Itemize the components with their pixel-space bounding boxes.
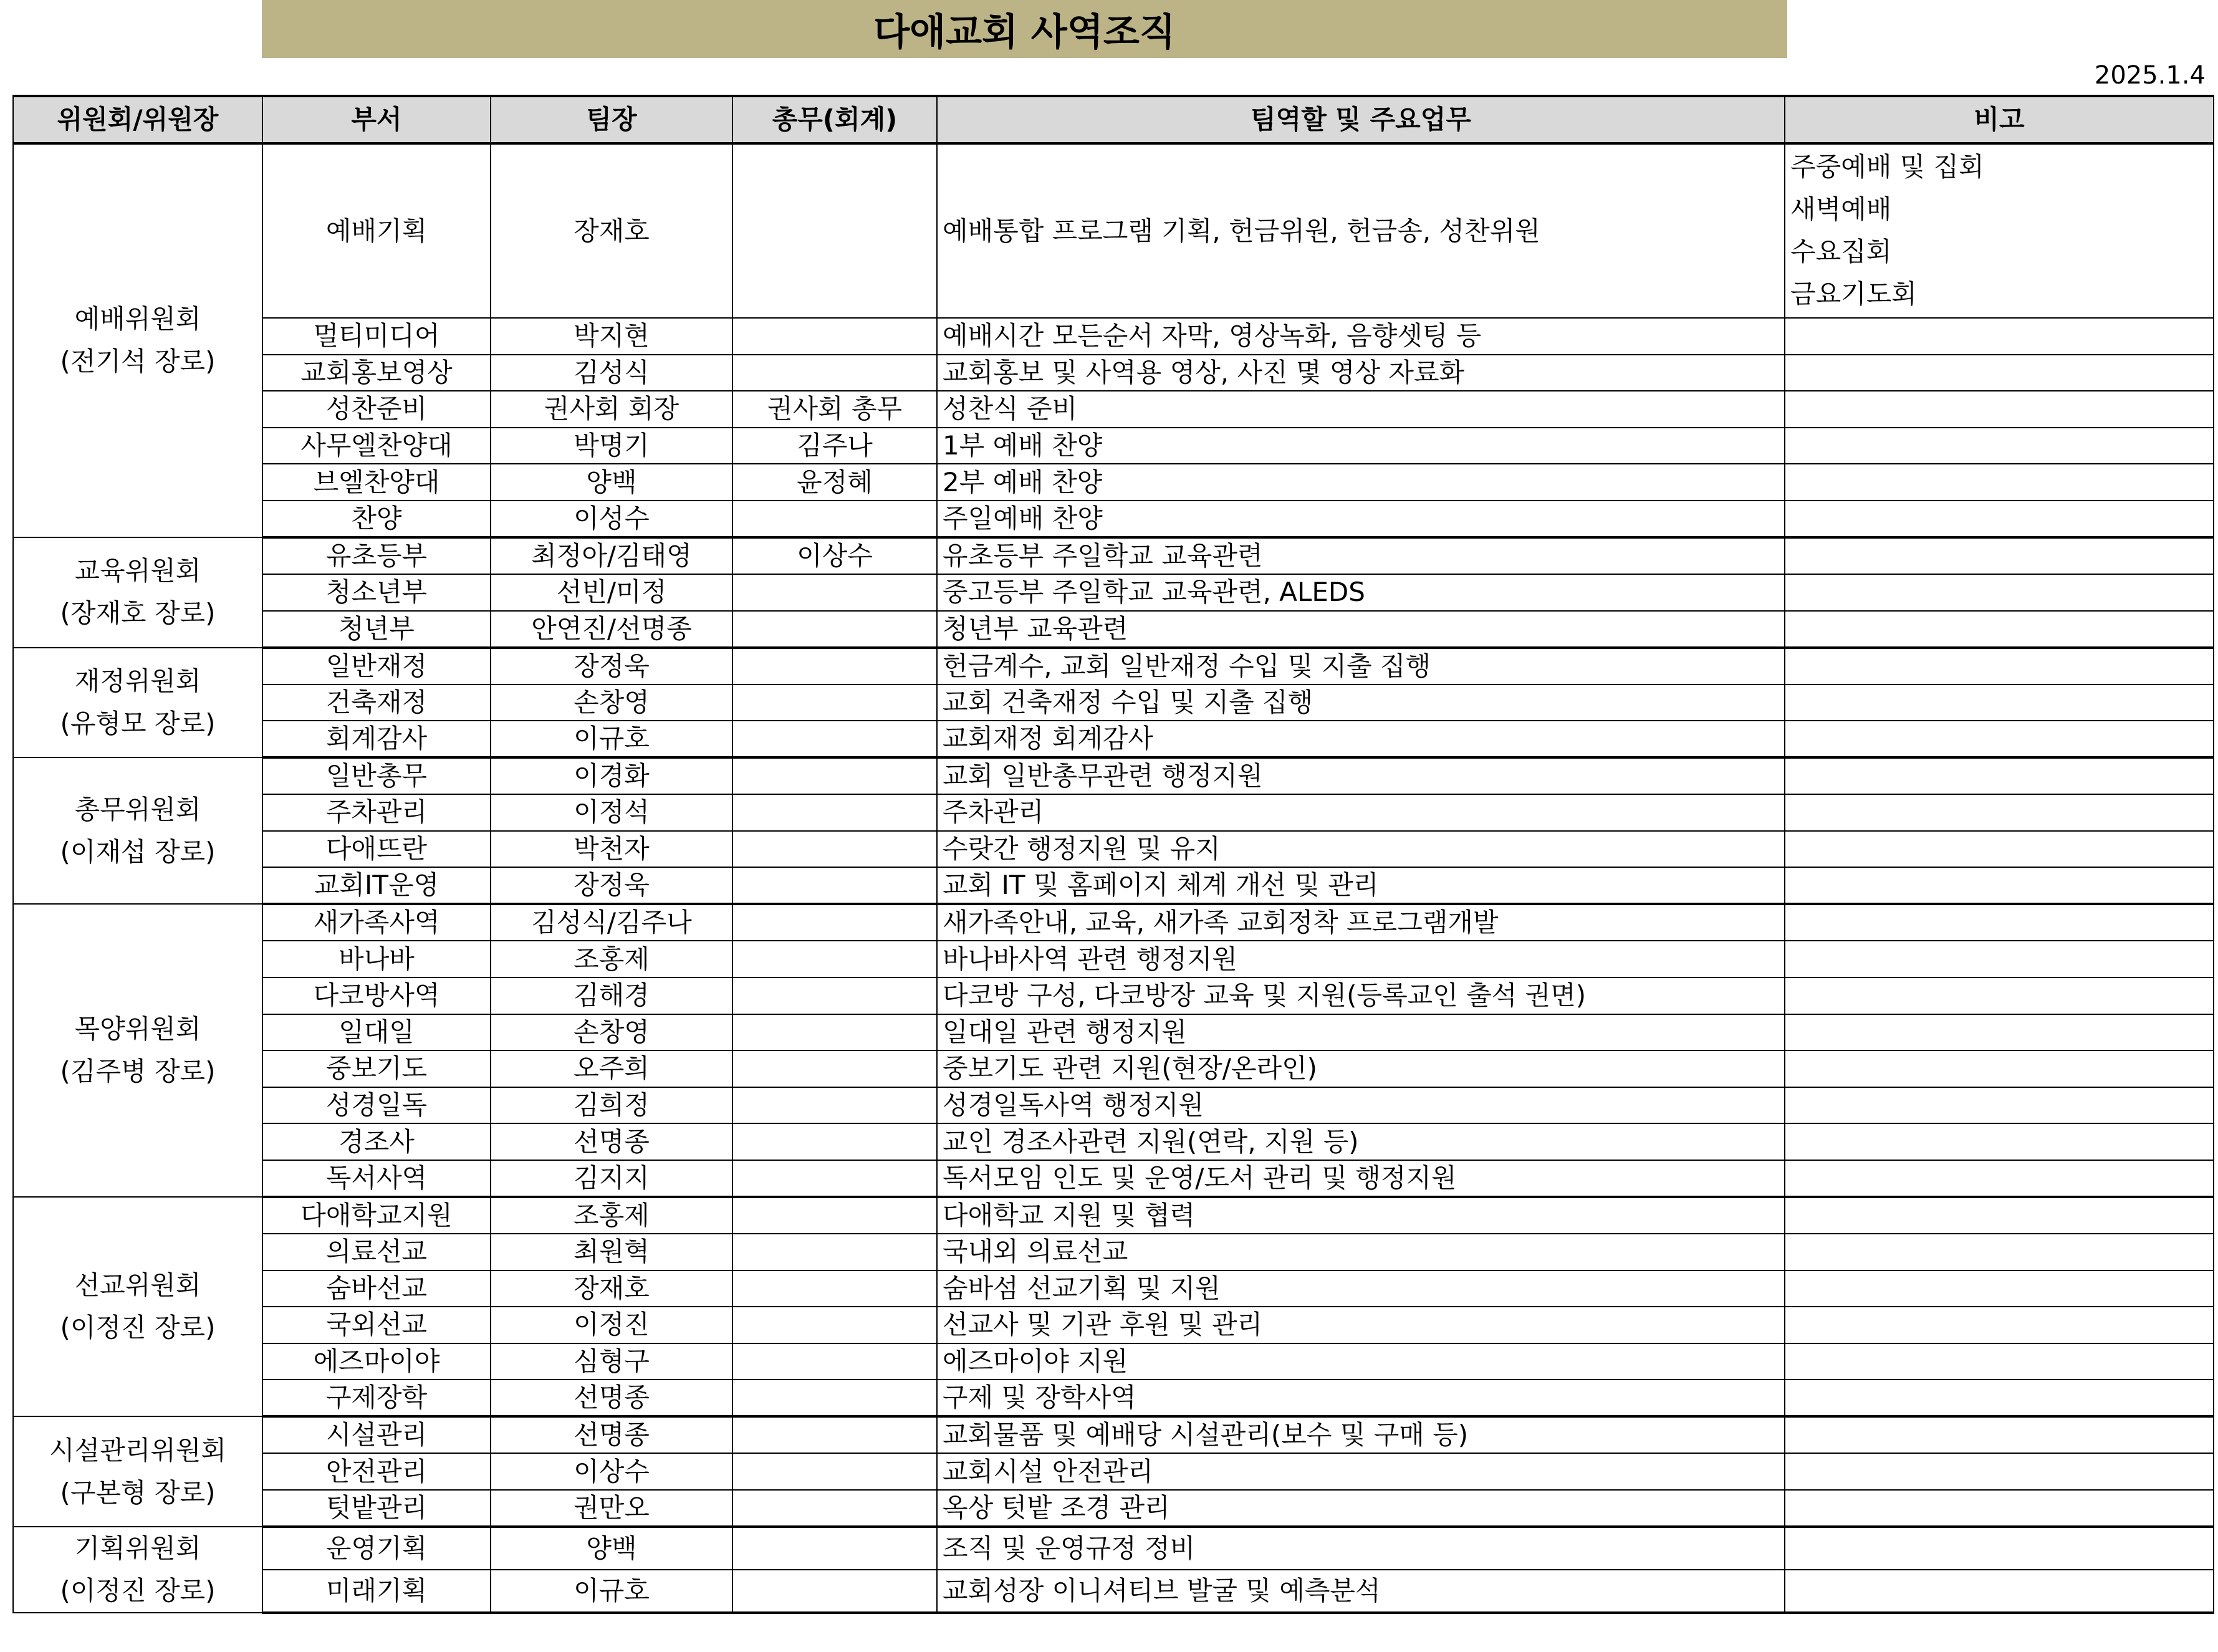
table-row xyxy=(13,537,2214,574)
secretary-cell xyxy=(732,1490,937,1527)
department-cell: 유초등부 xyxy=(262,537,491,574)
department-cell: 교회IT운영 xyxy=(262,867,491,904)
role-cell: 새가족안내, 교육, 새가족 교회정착 프로그램개발 xyxy=(937,904,1785,941)
table-row xyxy=(13,611,2214,648)
department-cell: 사무엘찬양대 xyxy=(262,428,491,464)
table-row xyxy=(13,1050,2214,1087)
role-cell: 교회 IT 및 홈페이지 체계 개선 및 관리 xyxy=(937,867,1785,904)
role-cell: 주차관리 xyxy=(937,794,1785,831)
department-cell: 경조사 xyxy=(262,1123,491,1160)
committee-cell xyxy=(13,1527,262,1613)
team-leader-cell: 손창영 xyxy=(491,1014,732,1051)
secretary-cell xyxy=(732,501,937,537)
team-leader-cell: 손창영 xyxy=(491,684,732,721)
secretary-cell xyxy=(732,1014,937,1051)
secretary-cell xyxy=(732,1380,937,1416)
committee-name: 재정위원회 xyxy=(74,665,201,696)
team-leader-cell: 김성식 xyxy=(491,355,732,391)
committee-cell xyxy=(13,1197,262,1416)
team-leader-cell: 이규호 xyxy=(491,721,732,757)
team-leader-cell: 이성수 xyxy=(491,501,732,537)
team-leader-cell: 장재호 xyxy=(491,143,732,318)
role-cell: 수랏간 행정지원 및 유지 xyxy=(937,831,1785,868)
department-cell: 바나바 xyxy=(262,941,491,977)
team-leader-cell: 권만오 xyxy=(491,1490,732,1527)
team-leader-cell: 오주희 xyxy=(491,1050,732,1087)
remarks-cell xyxy=(1785,1197,2214,1234)
committee-name: 총무위원회 xyxy=(74,794,201,825)
team-leader-cell: 이정진 xyxy=(491,1307,732,1343)
committee-chair: (이정진 장로) xyxy=(60,1312,216,1343)
remarks-cell xyxy=(1785,794,2214,831)
secretary-cell xyxy=(732,1527,937,1570)
role-cell: 일대일 관련 행정지원 xyxy=(937,1014,1785,1051)
table-row xyxy=(13,1527,2214,1570)
committee-chair: (유형모 장로) xyxy=(60,708,216,739)
table-row xyxy=(13,501,2214,537)
role-cell: 선교사 및 기관 후원 및 관리 xyxy=(937,1307,1785,1343)
table-row xyxy=(13,355,2214,391)
role-cell: 예배시간 모든순서 자막, 영상녹화, 음향셋팅 등 xyxy=(937,318,1785,355)
team-leader-cell: 박천자 xyxy=(491,831,732,868)
committee-name: 기획위원회 xyxy=(74,1532,201,1563)
table-body xyxy=(13,143,2214,1613)
secretary-cell xyxy=(732,794,937,831)
committee-chair: (장재호 장로) xyxy=(60,598,216,629)
role-cell: 중고등부 주일학교 교육관련, ALEDS xyxy=(937,574,1785,611)
table-header-row xyxy=(13,96,2214,143)
department-cell: 일대일 xyxy=(262,1014,491,1051)
remarks-cell xyxy=(1785,1527,2214,1570)
committee-chair: (김주병 장로) xyxy=(60,1056,216,1087)
team-leader-cell: 조홍제 xyxy=(491,1197,732,1234)
department-cell: 성찬준비 xyxy=(262,391,491,428)
team-leader-cell: 박지현 xyxy=(491,318,732,355)
table-row xyxy=(13,1490,2214,1527)
table-row xyxy=(13,1453,2214,1490)
page-title: 다애교회 사역조직 xyxy=(262,0,1787,58)
table-row xyxy=(13,1234,2214,1270)
remark-item: 주중예배 및 집회 xyxy=(1790,151,1984,182)
department-cell: 주차관리 xyxy=(262,794,491,831)
table-row xyxy=(13,831,2214,868)
remarks-cell xyxy=(1785,611,2214,648)
team-leader-cell: 이규호 xyxy=(491,1570,732,1613)
role-cell: 교회성장 이니셔티브 발굴 및 예측분석 xyxy=(937,1570,1785,1613)
role-cell: 교회시설 안전관리 xyxy=(937,1453,1785,1490)
secretary-cell xyxy=(732,1343,937,1380)
role-cell: 교인 경조사관련 지원(연락, 지원 등) xyxy=(937,1123,1785,1160)
committee-cell xyxy=(13,143,262,537)
secretary-cell xyxy=(732,143,937,318)
secretary-cell xyxy=(732,941,937,977)
team-leader-cell: 선명종 xyxy=(491,1123,732,1160)
secretary-cell: 권사회 총무 xyxy=(732,391,937,428)
role-cell: 교회홍보 및 사역용 영상, 사진 몇 영상 자료화 xyxy=(937,355,1785,391)
remarks-cell xyxy=(1785,648,2214,684)
secretary-cell xyxy=(732,1087,937,1124)
committee-cell xyxy=(13,648,262,758)
role-cell: 숨바섬 선교기획 및 지원 xyxy=(937,1270,1785,1307)
department-cell: 의료선교 xyxy=(262,1234,491,1270)
role-cell: 헌금계수, 교회 일반재정 수입 및 지출 집행 xyxy=(937,648,1785,684)
remarks-cell xyxy=(1785,574,2214,611)
department-cell: 다애뜨란 xyxy=(262,831,491,868)
role-cell: 독서모임 인도 및 운영/도서 관리 및 행정지원 xyxy=(937,1160,1785,1197)
remarks-cell xyxy=(1785,1380,2214,1416)
remarks-cell xyxy=(1785,977,2214,1014)
table-row xyxy=(13,1087,2214,1124)
remarks-cell xyxy=(1785,831,2214,868)
department-cell: 국외선교 xyxy=(262,1307,491,1343)
secretary-cell: 윤정혜 xyxy=(732,464,937,501)
team-leader-cell: 안연진/선명종 xyxy=(491,611,732,648)
remarks-cell xyxy=(1785,143,2214,318)
remark-item: 새벽예배 xyxy=(1790,194,1892,224)
committee-cell xyxy=(13,537,262,648)
secretary-cell xyxy=(732,611,937,648)
remarks-cell xyxy=(1785,1160,2214,1197)
secretary-cell xyxy=(732,1050,937,1087)
secretary-cell xyxy=(732,1197,937,1234)
secretary-cell xyxy=(732,684,937,721)
team-leader-cell: 장정욱 xyxy=(491,648,732,684)
remarks-cell xyxy=(1785,318,2214,355)
table-row xyxy=(13,977,2214,1014)
secretary-cell xyxy=(732,1307,937,1343)
team-leader-cell: 권사회 회장 xyxy=(491,391,732,428)
secretary-cell xyxy=(732,977,937,1014)
department-cell: 미래기획 xyxy=(262,1570,491,1613)
remarks-cell xyxy=(1785,1570,2214,1613)
secretary-cell xyxy=(732,904,937,941)
team-leader-cell: 김성식/김주나 xyxy=(491,904,732,941)
department-cell: 안전관리 xyxy=(262,1453,491,1490)
department-cell: 독서사역 xyxy=(262,1160,491,1197)
table-row xyxy=(13,941,2214,977)
committee-name: 예배위원회 xyxy=(74,304,201,335)
secretary-cell: 김주나 xyxy=(732,428,937,464)
committee-chair: (전기석 장로) xyxy=(60,346,216,377)
role-cell: 2부 예배 찬양 xyxy=(937,464,1785,501)
team-leader-cell: 조홍제 xyxy=(491,941,732,977)
table-row xyxy=(13,1160,2214,1197)
table-row xyxy=(13,757,2214,794)
secretary-cell xyxy=(732,1453,937,1490)
secretary-cell xyxy=(732,757,937,794)
remarks-cell xyxy=(1785,904,2214,941)
team-leader-cell: 김지지 xyxy=(491,1160,732,1197)
committee-cell xyxy=(13,1416,262,1527)
role-cell: 주일예배 찬양 xyxy=(937,501,1785,537)
table-row xyxy=(13,464,2214,501)
department-cell: 운영기획 xyxy=(262,1527,491,1570)
table-row xyxy=(13,1343,2214,1380)
table-row xyxy=(13,794,2214,831)
department-cell: 시설관리 xyxy=(262,1416,491,1453)
secretary-cell xyxy=(732,1570,937,1613)
remarks-cell xyxy=(1785,1087,2214,1124)
remarks-cell xyxy=(1785,757,2214,794)
secretary-cell xyxy=(732,1416,937,1453)
table-row xyxy=(13,574,2214,611)
department-cell: 찬양 xyxy=(262,501,491,537)
role-cell: 다애학교 지원 및 협력 xyxy=(937,1197,1785,1234)
department-cell: 일반총무 xyxy=(262,757,491,794)
committee-cell xyxy=(13,757,262,904)
table-row xyxy=(13,318,2214,355)
role-cell: 유초등부 주일학교 교육관련 xyxy=(937,537,1785,574)
department-cell: 청년부 xyxy=(262,611,491,648)
remark-item: 금요기도회 xyxy=(1790,279,1917,309)
secretary-cell xyxy=(732,355,937,391)
committee-name: 시설관리위원회 xyxy=(49,1434,226,1466)
remarks-cell xyxy=(1785,941,2214,977)
remarks-cell xyxy=(1785,501,2214,537)
table-row xyxy=(13,904,2214,941)
role-cell: 다코방 구성, 다코방장 교육 및 지원(등록교인 출석 권면) xyxy=(937,977,1785,1014)
role-cell: 1부 예배 찬양 xyxy=(937,428,1785,464)
team-leader-cell: 양백 xyxy=(491,1527,732,1570)
remarks-cell xyxy=(1785,1343,2214,1380)
team-leader-cell: 장재호 xyxy=(491,1270,732,1307)
remarks-cell xyxy=(1785,1416,2214,1453)
role-cell: 옥상 텃밭 조경 관리 xyxy=(937,1490,1785,1527)
department-cell: 에즈마이야 xyxy=(262,1343,491,1380)
department-cell: 청소년부 xyxy=(262,574,491,611)
team-leader-cell: 박명기 xyxy=(491,428,732,464)
department-cell: 숨바선교 xyxy=(262,1270,491,1307)
remarks-cell xyxy=(1785,1014,2214,1051)
role-cell: 청년부 교육관련 xyxy=(937,611,1785,648)
secretary-cell: 이상수 xyxy=(732,537,937,574)
team-leader-cell: 선명종 xyxy=(491,1416,732,1453)
department-cell: 다코방사역 xyxy=(262,977,491,1014)
secretary-cell xyxy=(732,831,937,868)
remarks-cell xyxy=(1785,1050,2214,1087)
department-cell: 텃밭관리 xyxy=(262,1490,491,1527)
table-row xyxy=(13,391,2214,428)
department-cell: 예배기획 xyxy=(262,143,491,318)
department-cell: 새가족사역 xyxy=(262,904,491,941)
role-cell: 성찬식 준비 xyxy=(937,391,1785,428)
role-cell: 조직 및 운영규정 정비 xyxy=(937,1527,1785,1570)
committee-chair: (이재섭 장로) xyxy=(60,836,216,867)
header-committee: 위원회/위원장 xyxy=(13,96,262,143)
remarks-cell xyxy=(1785,355,2214,391)
table-row xyxy=(13,684,2214,721)
team-leader-cell: 양백 xyxy=(491,464,732,501)
remark-item: 수요집회 xyxy=(1790,236,1892,267)
table-row xyxy=(13,1570,2214,1613)
role-cell: 교회 건축재정 수입 및 지출 집행 xyxy=(937,684,1785,721)
department-cell: 중보기도 xyxy=(262,1050,491,1087)
table-row xyxy=(13,648,2214,684)
table-row xyxy=(13,1197,2214,1234)
role-cell: 교회재정 회계감사 xyxy=(937,721,1785,757)
secretary-cell xyxy=(732,1270,937,1307)
remarks-cell xyxy=(1785,1453,2214,1490)
secretary-cell xyxy=(732,318,937,355)
header-department: 부서 xyxy=(262,96,491,143)
department-cell: 구제장학 xyxy=(262,1380,491,1416)
header-secretary: 총무(회계) xyxy=(732,96,937,143)
team-leader-cell: 이정석 xyxy=(491,794,732,831)
remarks-cell xyxy=(1785,684,2214,721)
secretary-cell xyxy=(732,648,937,684)
remarks-cell xyxy=(1785,1307,2214,1343)
committee-name: 선교위원회 xyxy=(74,1270,201,1301)
secretary-cell xyxy=(732,1160,937,1197)
remarks-cell xyxy=(1785,1234,2214,1270)
remarks-cell xyxy=(1785,428,2214,464)
remarks-cell xyxy=(1785,1123,2214,1160)
header-role: 팀역할 및 주요업무 xyxy=(937,96,1785,143)
table-row xyxy=(13,1416,2214,1453)
remarks-cell xyxy=(1785,537,2214,574)
secretary-cell xyxy=(732,574,937,611)
table-row xyxy=(13,721,2214,757)
role-cell: 교회 일반총무관련 행정지원 xyxy=(937,757,1785,794)
table-row xyxy=(13,1014,2214,1051)
role-cell: 바나바사역 관련 행정지원 xyxy=(937,941,1785,977)
department-cell: 회계감사 xyxy=(262,721,491,757)
role-cell: 교회물품 및 예배당 시설관리(보수 및 구매 등) xyxy=(937,1416,1785,1453)
committee-name: 목양위원회 xyxy=(74,1014,201,1045)
remarks-cell xyxy=(1785,721,2214,757)
team-leader-cell: 김해경 xyxy=(491,977,732,1014)
department-cell: 다애학교지원 xyxy=(262,1197,491,1234)
remarks-cell xyxy=(1785,391,2214,428)
role-cell: 에즈마이야 지원 xyxy=(937,1343,1785,1380)
role-cell: 국내외 의료선교 xyxy=(937,1234,1785,1270)
department-cell: 브엘찬양대 xyxy=(262,464,491,501)
remarks-cell xyxy=(1785,1490,2214,1527)
table-row xyxy=(13,1380,2214,1416)
role-cell: 구제 및 장학사역 xyxy=(937,1380,1785,1416)
committee-name: 교육위원회 xyxy=(74,555,201,587)
committee-cell xyxy=(13,904,262,1197)
role-cell: 성경일독사역 행정지원 xyxy=(937,1087,1785,1124)
team-leader-cell: 선명종 xyxy=(491,1380,732,1416)
secretary-cell xyxy=(732,1234,937,1270)
department-cell: 멀티미디어 xyxy=(262,318,491,355)
remarks-cell xyxy=(1785,464,2214,501)
header-team-leader: 팀장 xyxy=(491,96,732,143)
role-cell: 예배통합 프로그램 기획, 헌금위원, 헌금송, 성찬위원 xyxy=(937,143,1785,318)
department-cell: 일반재정 xyxy=(262,648,491,684)
team-leader-cell: 심형구 xyxy=(491,1343,732,1380)
committee-chair: (이정진 장로) xyxy=(60,1575,216,1606)
table-row xyxy=(13,1270,2214,1307)
secretary-cell xyxy=(732,867,937,904)
table-row xyxy=(13,428,2214,464)
organization-table xyxy=(12,95,2214,1614)
team-leader-cell: 장정욱 xyxy=(491,867,732,904)
header-remarks: 비고 xyxy=(1785,96,2214,143)
remarks-cell xyxy=(1785,867,2214,904)
document-date: 2025.1.4 xyxy=(2094,61,2206,90)
role-cell: 중보기도 관련 지원(현장/온라인) xyxy=(937,1050,1785,1087)
team-leader-cell: 최정아/김태영 xyxy=(491,537,732,574)
department-cell: 건축재정 xyxy=(262,684,491,721)
remarks-cell xyxy=(1785,1270,2214,1307)
secretary-cell xyxy=(732,721,937,757)
table-row xyxy=(13,1307,2214,1343)
department-cell: 성경일독 xyxy=(262,1087,491,1124)
table-row xyxy=(13,867,2214,904)
team-leader-cell: 최원혁 xyxy=(491,1234,732,1270)
department-cell: 교회홍보영상 xyxy=(262,355,491,391)
team-leader-cell: 이경화 xyxy=(491,757,732,794)
table-row xyxy=(13,1123,2214,1160)
table-row xyxy=(13,143,2214,318)
team-leader-cell: 이상수 xyxy=(491,1453,732,1490)
secretary-cell xyxy=(732,1123,937,1160)
team-leader-cell: 선빈/미정 xyxy=(491,574,732,611)
team-leader-cell: 김희정 xyxy=(491,1087,732,1124)
committee-chair: (구본형 장로) xyxy=(60,1477,216,1508)
